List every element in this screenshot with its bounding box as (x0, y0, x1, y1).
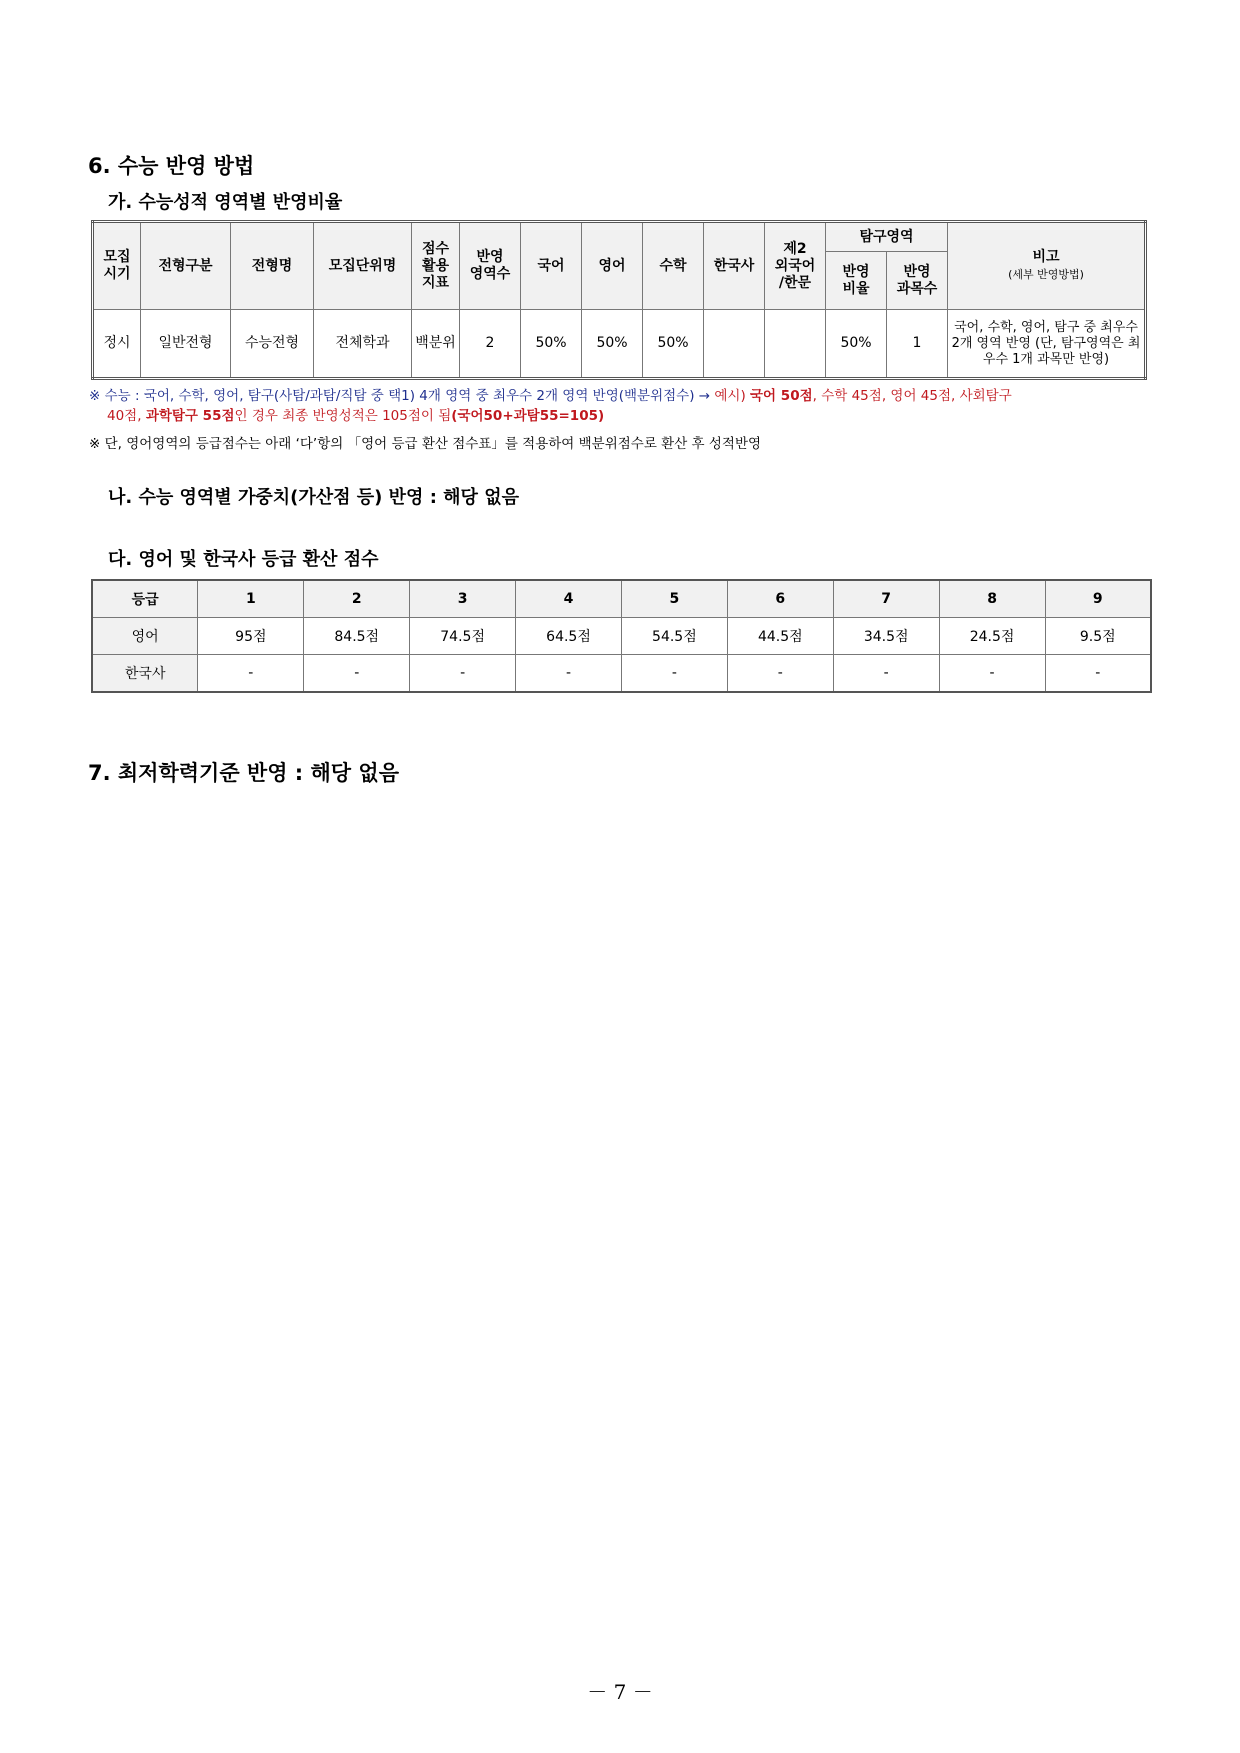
header-unit: 모집단위명 (314, 222, 412, 310)
table-cell: - (939, 655, 1045, 693)
section6-title: 6. 수능 반영 방법 (88, 154, 255, 178)
note-text-5: 40점, (107, 408, 146, 424)
page-number: － 7 － (587, 1680, 653, 1704)
cell-type: 일반전형 (141, 310, 231, 379)
table-cell: - (516, 655, 622, 693)
table-row (92, 655, 1151, 693)
cell-name: 수능전형 (231, 310, 314, 379)
table-cell: 34.5점 (833, 618, 939, 655)
subsection-c-title: 다. 영어 및 한국사 등급 환산 점수 (108, 549, 379, 570)
cell-num-areas: 2 (460, 310, 521, 379)
header-grade-5: 5 (621, 580, 727, 618)
note-csat-example (89, 386, 1159, 426)
header-math: 수학 (643, 222, 704, 310)
header-remark-sub: (세부 반영방법) (1008, 268, 1084, 281)
subsection-a-title: 가. 수능성적 영역별 반영비율 (108, 192, 343, 213)
header-grade-7: 7 (833, 580, 939, 618)
row-label: 한국사 (92, 655, 198, 693)
cell-inquiry-count: 1 (887, 310, 948, 379)
cell-remark: 국어, 수학, 영어, 탐구 중 최우수 2개 영역 반영 (단, 탐구영역은 최우수 1개 과목만 반영) (948, 310, 1146, 379)
table-cell: - (410, 655, 516, 693)
table-cell: 64.5점 (516, 618, 622, 655)
row-label: 영어 (92, 618, 198, 655)
header-grade-9: 9 (1045, 580, 1151, 618)
header-remark-label: 비고 (1032, 249, 1060, 265)
table-cell: 54.5점 (621, 618, 727, 655)
header-inquiry-count: 반영 과목수 (887, 252, 948, 310)
table-cell: 44.5점 (727, 618, 833, 655)
note-text-8: (국어50+과탐55=105) (451, 408, 605, 424)
table-cell: - (833, 655, 939, 693)
table-cell: - (727, 655, 833, 693)
cell-unit: 전체학과 (314, 310, 412, 379)
header-grade-2: 2 (304, 580, 410, 618)
table-cell: 24.5점 (939, 618, 1045, 655)
cell-korean: 50% (521, 310, 582, 379)
header-num-areas: 반영 영역수 (460, 222, 521, 310)
header-foreign: 제2 외국어 /한문 (765, 222, 826, 310)
section7-title: 7. 최저학력기준 반영 : 해당 없음 (88, 761, 399, 785)
cell-score-index: 백분위 (412, 310, 460, 379)
header-grade-4: 4 (516, 580, 622, 618)
note-text-7: 인 경우 최종 반영성적은 105점이 됨 (234, 408, 452, 424)
cell-math: 50% (643, 310, 704, 379)
note-text-3: 국어 50점 (750, 388, 813, 404)
header-inquiry: 탐구영역 (826, 222, 948, 252)
table-row (93, 310, 1146, 379)
cell-inquiry-ratio: 50% (826, 310, 887, 379)
table-cell: 9.5점 (1045, 618, 1151, 655)
table-row (92, 618, 1151, 655)
header-history: 한국사 (704, 222, 765, 310)
cell-period: 정시 (93, 310, 141, 379)
csat-ratio-table (91, 220, 1147, 380)
grade-conversion-table (91, 579, 1152, 693)
header-english: 영어 (582, 222, 643, 310)
table-cell: - (621, 655, 727, 693)
note-text-4: , 수학 45점, 영어 45점, 사회탐구 (812, 388, 1012, 404)
table-cell: 84.5점 (304, 618, 410, 655)
header-korean: 국어 (521, 222, 582, 310)
table-cell: - (1045, 655, 1151, 693)
header-remark (948, 222, 1146, 310)
cell-history (704, 310, 765, 379)
note-text-2: 예시) (714, 388, 751, 404)
header-type: 전형구분 (141, 222, 231, 310)
table-cell: - (198, 655, 304, 693)
cell-english: 50% (582, 310, 643, 379)
note-text-5-wrap (89, 408, 146, 424)
header-grade-6: 6 (727, 580, 833, 618)
subsection-b-title: 나. 수능 영역별 가중치(가산점 등) 반영 : 해당 없음 (108, 487, 519, 508)
table-cell: - (304, 655, 410, 693)
note-text-1: ※ 수능 : 국어, 수학, 영어, 탐구(사탐/과탐/직탐 중 택1) 4개 영역 중 최우수 2개 영역 반영(백분위점수) → (89, 388, 715, 404)
header-grade: 등급 (92, 580, 198, 618)
header-name: 전형명 (231, 222, 314, 310)
header-grade-3: 3 (410, 580, 516, 618)
header-score-index: 점수 활용 지표 (412, 222, 460, 310)
header-grade-1: 1 (198, 580, 304, 618)
table-cell: 74.5점 (410, 618, 516, 655)
note-english-grade: ※ 단, 영어영역의 등급점수는 아래 ‘다’항의 「영어 등급 환산 점수표」를 적용하여 백분위점수로 환산 후 성적반영 (89, 436, 762, 452)
cell-foreign (765, 310, 826, 379)
header-period: 모집 시기 (93, 222, 141, 310)
note-text-6: 과학탐구 55점 (145, 408, 235, 424)
header-grade-8: 8 (939, 580, 1045, 618)
table-cell: 95점 (198, 618, 304, 655)
header-inquiry-ratio: 반영 비율 (826, 252, 887, 310)
